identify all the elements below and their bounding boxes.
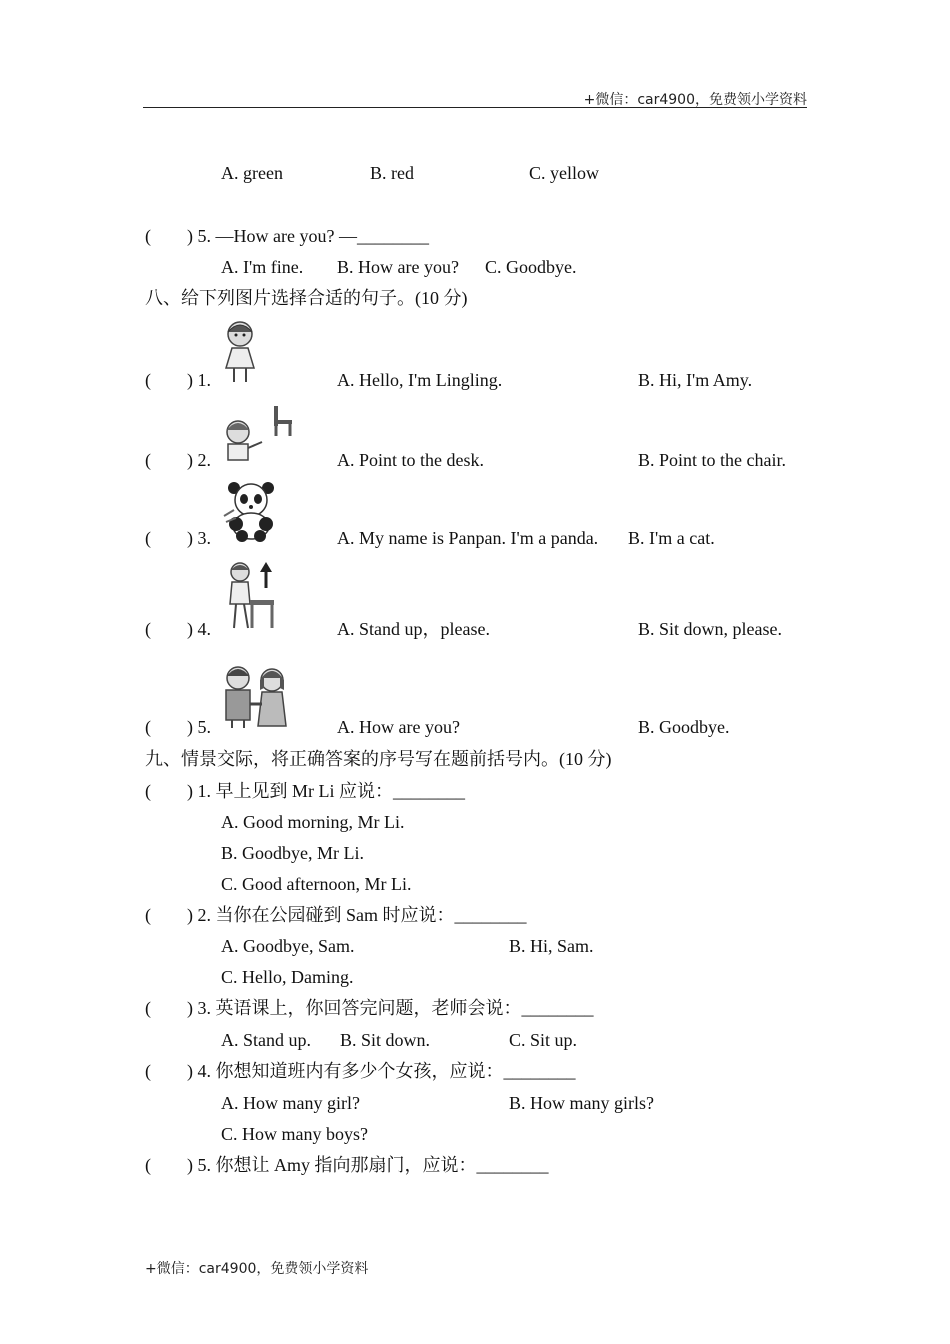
option-b: B. I'm a cat. [628,528,715,548]
option-c: C. yellow [529,163,599,183]
option-c: C. How many boys? [221,1124,368,1144]
option-a: A. green [221,163,283,183]
answer-paren: ( [145,717,151,737]
option-c: C. Good afternoon, Mr Li. [221,874,412,894]
panda-icon [222,480,280,542]
answer-paren: ( [145,781,151,801]
question-label: ) 5. —How are you? —________ [187,226,429,246]
section-9-title: 九、情景交际，将正确答案的序号写在题前括号内。(10 分) [145,749,612,769]
option-a: A. I'm fine. [221,257,304,277]
answer-paren: ( [145,998,151,1018]
item-number: ) 1. [187,370,211,390]
question-label: ) 3. 英语课上，你回答完问题，老师会说：________ [187,998,594,1018]
answer-paren: ( [145,226,151,246]
option-a: A. Goodbye, Sam. [221,936,355,956]
option-a: A. Good morning, Mr Li. [221,812,405,832]
option-c: C. Hello, Daming. [221,967,354,987]
option-b: B. Hi, I'm Amy. [638,370,753,390]
section-8-title: 八、给下列图片选择合适的句子。(10 分) [145,288,468,308]
option-a: A. Point to the desk. [337,450,484,470]
answer-paren: ( [145,1061,151,1081]
question-label: ) 4. 你想知道班内有多少个女孩，应说：________ [187,1061,576,1081]
item-number: ) 4. [187,619,211,639]
option-b: B. Sit down. [340,1030,431,1050]
header-rule [143,107,807,108]
option-a: A. My name is Panpan. I'm a panda. [337,528,599,548]
option-b: B. Sit down, please. [638,619,782,639]
option-b: B. Point to the chair. [638,450,786,470]
question-label: ) 1. 早上见到 Mr Li 应说：________ [187,781,465,801]
answer-paren: ( [145,1155,151,1175]
answer-paren: ( [145,905,151,925]
option-a: A. How are you? [337,717,460,737]
footer-note: +微信：car4900，免费领小学资料 [145,1261,369,1277]
option-c: C. Sit up. [509,1030,578,1050]
answer-paren: ( [145,370,151,390]
two-people-greeting-icon [222,664,290,730]
option-a: A. Stand up. [221,1030,311,1050]
option-a: A. How many girl? [221,1093,360,1113]
question-label: ) 5. 你想让 Amy 指向那扇门，应说：________ [187,1155,549,1175]
option-b: B. How many girls? [509,1093,654,1113]
option-b: B. Hi, Sam. [509,936,594,956]
option-a: A. Hello, I'm Lingling. [337,370,503,390]
option-b: B. Goodbye. [638,717,730,737]
option-b: B. How are you? [337,257,459,277]
boy-pointing-chair-icon [222,402,298,462]
answer-paren: ( [145,619,151,639]
item-number: ) 2. [187,450,211,470]
girl-icon [218,318,262,384]
option-a: A. Stand up，please. [337,619,490,639]
girl-standing-up-icon [222,560,280,632]
item-number: ) 3. [187,528,211,548]
answer-paren: ( [145,450,151,470]
option-b: B. red [370,163,414,183]
item-number: ) 5. [187,717,211,737]
question-label: ) 2. 当你在公园碰到 Sam 时应说：________ [187,905,527,925]
option-c: C. Goodbye. [485,257,577,277]
answer-paren: ( [145,528,151,548]
header-note: +微信：car4900，免费领小学资料 [583,92,807,108]
option-b: B. Goodbye, Mr Li. [221,843,364,863]
